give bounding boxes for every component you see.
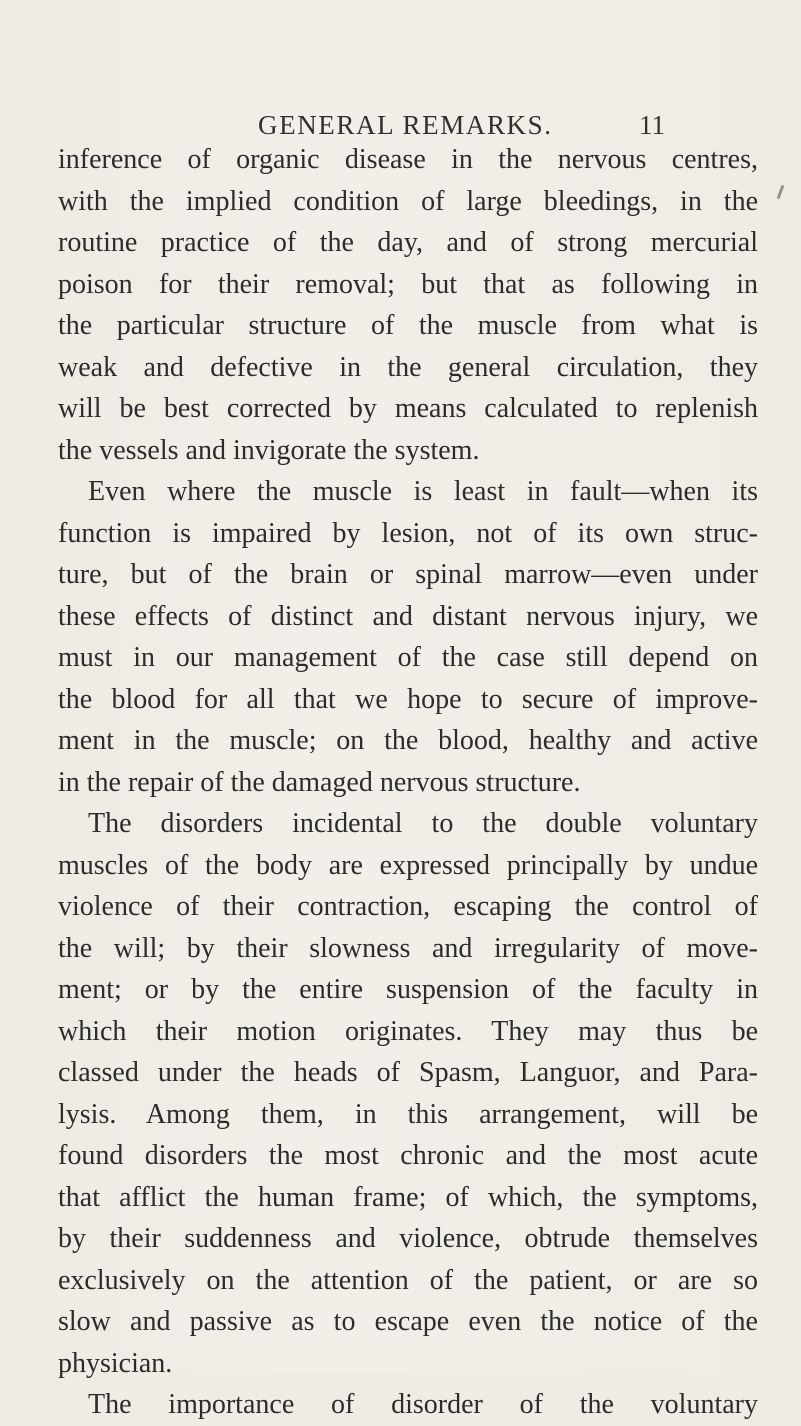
text-line: slow and passive as to escape even the notice of the <box>58 1306 758 1337</box>
text-line: routine practice of the day, and of strong mercurial <box>58 227 758 258</box>
text-line: classed under the heads of Spasm, Languor, and Para- <box>58 1057 758 1088</box>
text-line: that afflict the human frame; of which, the symptoms, <box>58 1181 758 1213</box>
text-line: function is impaired by lesion, not of its own struc- <box>58 517 758 549</box>
text-line: which their motion originates. They may thus be <box>58 1015 758 1047</box>
text-line: weak and defective in the general circulation, they <box>58 351 758 383</box>
text-line: The importance of disorder of the voluntary <box>88 1389 758 1420</box>
text-line: the blood for all that we hope to secure of improve- <box>58 683 758 715</box>
text-line: ment in the muscle; on the blood, healthy and active <box>58 725 758 756</box>
text-line: inference of organic disease in the nervous centres, <box>58 144 758 175</box>
text-line: lysis. Among them, in this arrangement, will be <box>58 1098 758 1130</box>
text-line: found disorders the most chronic and the most acute <box>58 1140 758 1171</box>
text-line: by their suddenness and violence, obtrude themselves <box>58 1223 758 1254</box>
text-line: the particular structure of the muscle from what is <box>58 310 758 341</box>
text-line: poison for their removal; but that as following in <box>58 268 758 300</box>
running-title: GENERAL REMARKS. <box>258 110 553 140</box>
text-line: the will; by their slowness and irregularity of move- <box>58 932 758 964</box>
text-line: with the implied condition of large bleedings, in the <box>58 185 758 217</box>
text-line: violence of their contraction, escaping the control of <box>58 891 758 922</box>
text-line: muscles of the body are expressed principally by undue <box>58 849 758 881</box>
text-line: physician. <box>58 1347 173 1379</box>
body-text <box>58 139 758 1426</box>
text-line: will be best corrected by means calculated to replenish <box>58 393 758 424</box>
text-line: The disorders incidental to the double voluntary <box>88 808 758 839</box>
stray-mark <box>777 185 785 199</box>
text-line: must in our management of the case still depend on <box>58 642 758 673</box>
text-line: ment; or by the entire suspension of the faculty in <box>58 974 758 1005</box>
page-number: 11 <box>639 110 665 140</box>
text-line: exclusively on the attention of the patient, or are so <box>58 1264 758 1296</box>
text-line: Even where the muscle is least in fault—when its <box>88 476 758 507</box>
text-line: ture, but of the brain or spinal marrow—even under <box>58 559 758 590</box>
text-line: the vessels and invigorate the system. <box>58 434 480 466</box>
text-line: these effects of distinct and distant nervous injury, we <box>58 600 758 632</box>
text-line: in the repair of the damaged nervous structure. <box>58 766 581 798</box>
